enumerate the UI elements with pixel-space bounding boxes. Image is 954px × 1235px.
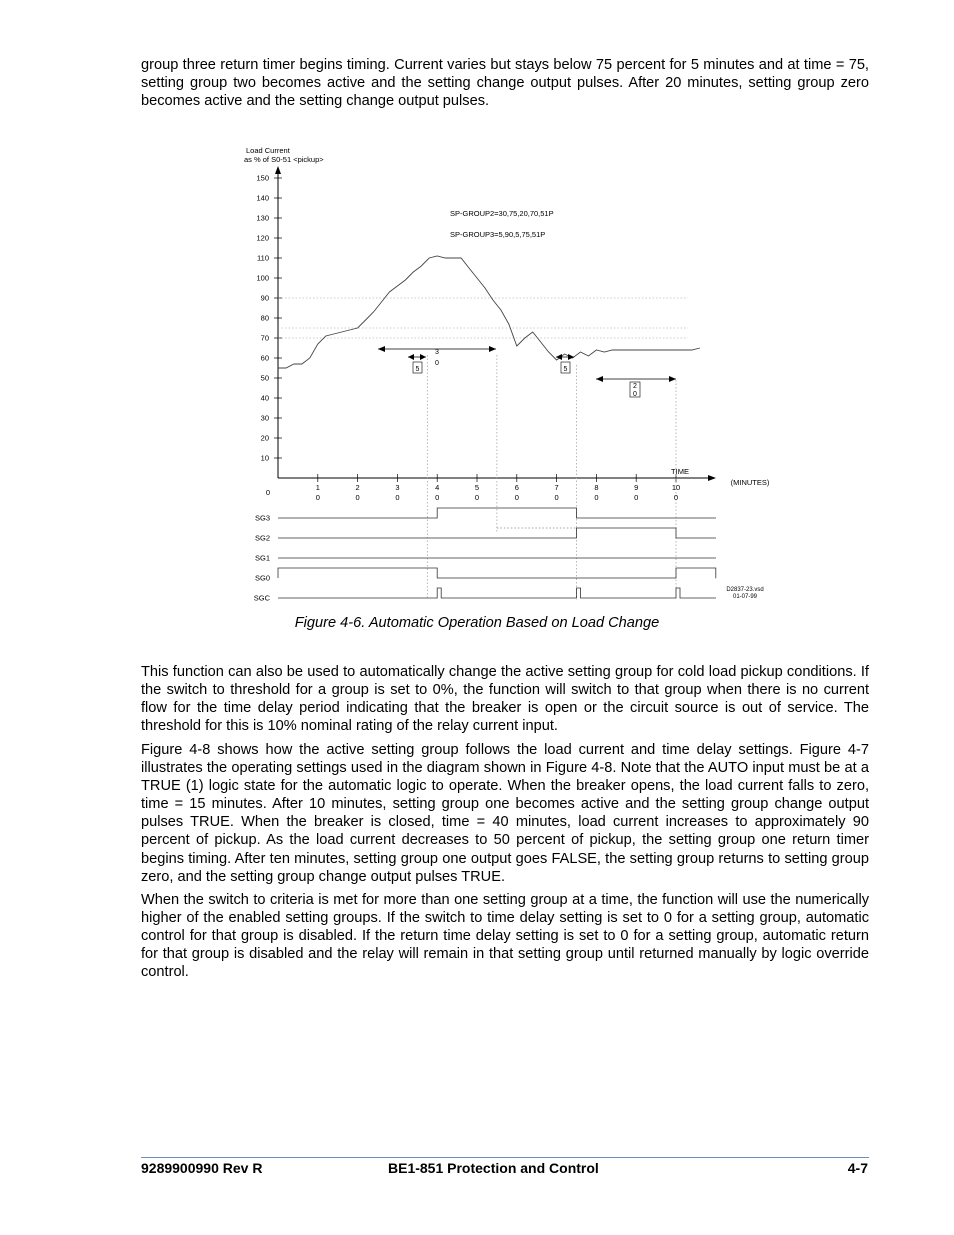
x-tick-label: 4 [435,483,440,492]
x-tick-label: 5 [474,483,480,492]
load-change-figure [230,140,790,610]
y-tick-label: 40 [260,393,269,403]
dimension-20 [596,376,676,398]
logic-row-label: SGC [253,593,270,603]
y-tick-label: 150 [256,173,269,183]
x-tick-label: 2 [355,483,360,492]
footer-page-number: 4-7 [847,1160,868,1176]
drawing-id-2: 01-07-99 [732,594,758,600]
logic-row-labels [254,514,271,603]
drawing-id-1: D2837-23.vsd [726,587,764,593]
y-tick-label: 30 [260,413,269,423]
y-tick-label: 140 [256,193,269,203]
dimension-30 [378,346,496,367]
x-tick-label: 7 [554,483,559,492]
paragraph-priority: When the switch to criteria is met for more than one setting group at a time, the function will use the numerically higher of the enabled setting groups. If the switch to time delay setting is set to 0 for a setting group, automatic control for that group is disabled. If the return time delay setting is set to 0 for a setting group, automatic return for that group is disabled and the relay will remain in that setting group until returned manually by logic override control. [141,892,869,981]
dimension-30-digit-1: 3 [435,349,439,356]
setting-group2-text: SP-GROUP2=30,75,20,70,51P [450,209,554,218]
dimension-20-digit-1: 2 [633,383,637,390]
dimension-5a-label: 5 [415,366,420,373]
x-tick-label: 0 [474,493,480,502]
y-tick-label: 70 [260,333,269,343]
y-tick-label: 110 [257,253,269,263]
dimension-30-digit-2: 0 [435,360,439,367]
dimension-20-digit-2: 0 [633,391,637,398]
logic-signals [278,508,716,598]
y-tick-label: 10 [260,453,269,463]
intro-paragraph: group three return timer begins timing. Current varies but stays below 75 percent for 5 minutes and at time = 75, setting group two becomes active and the setting change output pulses. After 20 minutes, setting group zero becomes active and the setting change output pulses. [141,57,869,110]
x-tick-label: 0 [435,493,440,502]
x-axis-arrow [708,475,716,481]
logic-waveform [278,568,716,578]
x-tick-label: 0 [554,493,559,502]
origin-label: 0 [265,488,271,497]
y-tick-label: 120 [256,233,269,243]
y-axis-label-1: Load Current [246,146,290,155]
x-axis-label-2: (MINUTES) [730,478,770,487]
x-tick-label: 0 [315,493,320,502]
footer-rule [141,1157,869,1158]
reference-lines [278,298,688,338]
logic-row-label: SG0 [254,573,270,583]
x-tick-label: 9 [634,483,639,492]
x-axis-label-1: TIME [671,467,689,476]
setting-group3-text: SP-GROUP3=5,90,5,75,51P [450,230,546,239]
paragraph-cold-load: This function can also be used to automatically change the active setting group for cold load pickup conditions. If the switch to threshold for a group is set to 0%, the function will switch to that group when there is no current flow for the time delay period indicating that the breaker is open or the circuit source is out of service. The threshold for this is 10% nominal rating of the relay current input. [141,664,869,735]
x-tick-label: 1 [315,483,320,492]
y-tick-label: 20 [260,433,269,443]
dimension-5b-label: 5 [563,366,568,373]
x-tick-label: 0 [673,493,679,502]
x-tick-label: 0 [355,493,360,502]
logic-row-label: SG1 [254,553,270,563]
x-tick-label: 0 [634,493,639,502]
x-tick-label: 0 [514,493,519,502]
logic-row-label: SG3 [254,513,270,523]
dimension-5a [408,354,426,373]
x-tick-label: 10 [671,483,681,492]
y-tick-label: 80 [260,313,269,323]
footer-title: BE1-851 Protection and Control [388,1160,599,1176]
x-tick-label: 3 [395,483,400,492]
paragraph-figure-4-8: Figure 4-8 shows how the active setting group follows the load current and time delay settings. Figure 4-7 illustrates the operating settings used in the diagram shown in Figure 4-8. Note that the AUTO input must be at a TRUE (1) logic state for the automatic logic to operate. When the breaker opens, the load current falls to zero, time = 15 minutes. After 10 minutes, setting group one becomes active and the setting group change output pulses TRUE. When the breaker is closed, time = 40 minutes, load current increases to approximately 90 percent of pickup. As the load current decreases to 50 percent of pickup, the setting group one return timer begins timing. After ten minutes, setting group one output goes FALSE, the setting group returns to setting group zero, and the setting group change output pulses TRUE. [141,742,869,885]
footer-doc-number: 9289900990 Rev R [141,1160,263,1176]
logic-signal-sg2 [278,528,716,538]
y-axis-arrow [275,166,281,174]
dimension-5b [556,354,574,373]
y-tick-label: 60 [260,353,269,363]
logic-signal-sgc [278,588,716,598]
logic-row-label: SG2 [254,533,270,543]
load-current-series [278,256,700,368]
x-tick-label: 0 [395,493,400,502]
logic-waveform [278,528,716,538]
y-axis-label-2: as % of S0-51 <pickup> [244,155,324,164]
y-tick-label: 90 [260,293,269,303]
y-tick-label: 50 [260,373,269,383]
x-tick-label: 6 [514,483,519,492]
x-tick-label: 0 [594,493,599,502]
y-tick-label: 100 [256,273,269,283]
logic-waveform [278,588,716,598]
x-tick-label: 8 [594,483,599,492]
y-tick-label: 130 [256,213,269,223]
logic-signal-sg0 [278,568,716,578]
figure-caption: Figure 4-6. Automatic Operation Based on Load Change [294,615,660,631]
